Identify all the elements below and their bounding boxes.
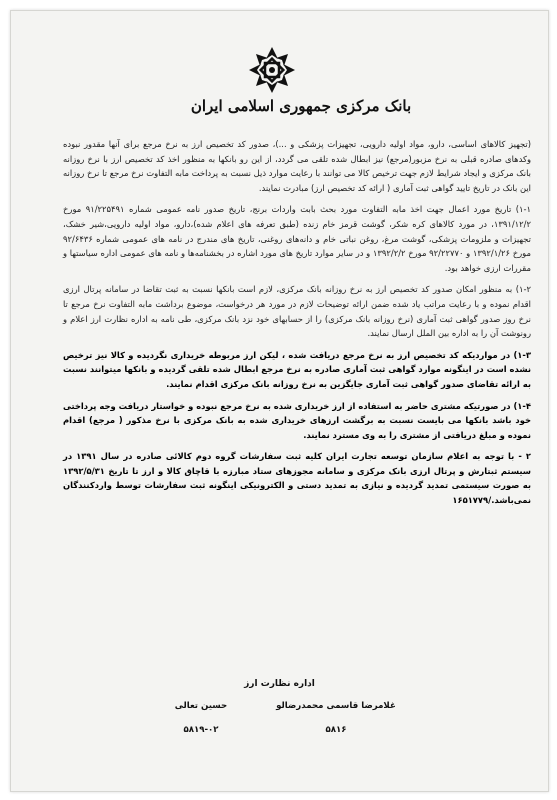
central-bank-emblem-icon xyxy=(247,45,297,95)
item-2: ۲ - با توجه به اعلام سازمان توسعه تجارت ایران کلیه ثبت سفارشات گروه دوم کالائی صادره در سال ۱۳۹۱ در سیستم ثبتارش و پرتال ارزی بانک مرکزی و سامانه مجوزهای ستاد مبارزه با قاچاق کالا و ارز تا تاریخ ۱۳۹۲/۵/۳۱ به صورت سیستمی تمدید گردیده و نیازی به تمدید دستی و الکترونیکی اینگونه ثبت سفارشات توسط واردکنندگان نمی‌باشد./۱۶۵۱۷۷۹ xyxy=(63,451,531,506)
item-1-1: ۱-۱) تاریخ مورد اعمال جهت اخذ مابه التفاوت مورد بحث بابت واردات برنج، تاریخ صدور نامه عمومی شماره ۹۱/۲۲۵۴۹۱ مورخ ۱۳۹۱/۱۲/۲، در مورد کالاهای کره شکر، گوشت قرمز خام زنده (طبق تعرفه های اعلام شده)،دارو، مواد اولیه دارویی،شیر خشک، تجهیزات و ملزومات پزشکی، گوشت مرغ، روغن نباتی خام و دانه‌های روغنی، تاریخ های مندرج در نامه های عمومی شماره ۹۲/۶۴۳۶ مورخ ۱۳۹۲/۱/۲۶ و ۹۲/۲۲۷۷۰ مورخ ۱۳۹۲/۲/۲ و در سایر موارد تاریخ های مورد اشاره در بخشنامه‌ها و نامه های عمومی اداره سیاستها و مقررات ارزی خواهد بود. xyxy=(63,204,531,273)
document-page xyxy=(10,10,549,792)
item-1-3: ۱-۳) در مواردیکه کد تخصیص ارز به نرخ مرجع دریافت شده ، لیکن ارز مربوطه خریداری نگردیده و کالا نیز ترخیص نشده است در اینگونه موارد گواهی ثبت آماری صادره به نرخ مرجع ابطال شده تلقی گردیده و بانکها میتوانند نسبت به ارائه تقاضای صدور گواهی ثبت آماری جایگزین به نرخ روزانه بانک مرکزی اقدام نمایند. xyxy=(63,349,531,389)
signature-block-right xyxy=(261,701,411,735)
bank-name: بانک مرکزی جمهوری اسلامی ایران xyxy=(190,97,412,115)
item-1-4: ۱-۴) در صورتیکه مشتری حاضر به استفاده از ارز خریداری شده به نرخ مرجع نبوده و خواستار دریافت وجه پرداختی خود باشد بانکها می بایست نسبت به برگشت ارزهای خریداری شده به بانک مرکزی با نرخ مذکور ( مرجع) اقدام نموده و مبلغ دریافتی از مشتری را به وی مسترد نمایند. xyxy=(63,400,531,440)
department-title: اداره نظارت ارز xyxy=(244,679,315,689)
letter-body xyxy=(63,137,531,515)
signature-block-left xyxy=(126,701,276,735)
signer-code: ۵۸۱۶ xyxy=(325,725,347,735)
signer-name: حسین تعالی xyxy=(174,701,228,711)
signer-code: ۵۸۱۹-۰۲ xyxy=(183,725,219,735)
intro-paragraph: (تجهیز کالاهای اساسی، دارو، مواد اولیه دارویی، تجهیزات پزشکی و ...)، صدور کد تخصیص ارز به نرخ مرجع برای آنها مقدور نبوده وکدهای صادره قبلی به نرخ مزبور(مرجع) نیز ابطال شده تلقی می گردد، از این رو بانکها به منظور اخذ کد تخصیص ارز با نرخ روزانه بانک مرکزی و ایجاد شرایط لازم جهت ترخیص کالا می توانند با رعایت موارد ذیل نسبت به پرداخت مابه التفاوت نرخ مرجع تا نرخ روزانه این بانک در تاریخ تایید گواهی ثبت آماری ( ارائه کد تخصیص ارز) مبادرت نمایند. xyxy=(63,139,531,193)
item-1-2: ۱-۲) به منظور امکان صدور کد تخصیص ارز به نرخ روزانه بانک مرکزی، لازم است بانکها نسبت به ثبت تقاضا در سامانه پرتال ارزی اقدام نموده و با رعایت مراتب یاد شده ضمن ارائه توضیحات لازم در مورد هر درخواست، موضوع برداشت مابه التفاوت نرخ مرجع تا نرخ روز صدور گواهی ثبت آماری (نرخ روزانه بانک مرکزی) را از حسابهای خود نزد بانک مرکزی، طی نامه به اداره نظارت ارز اعلام و رونوشت آن را به اداره بین الملل ارسال نمایند. xyxy=(63,284,531,339)
signer-name: غلامرضا قاسمی محمدرضالو xyxy=(276,701,396,711)
